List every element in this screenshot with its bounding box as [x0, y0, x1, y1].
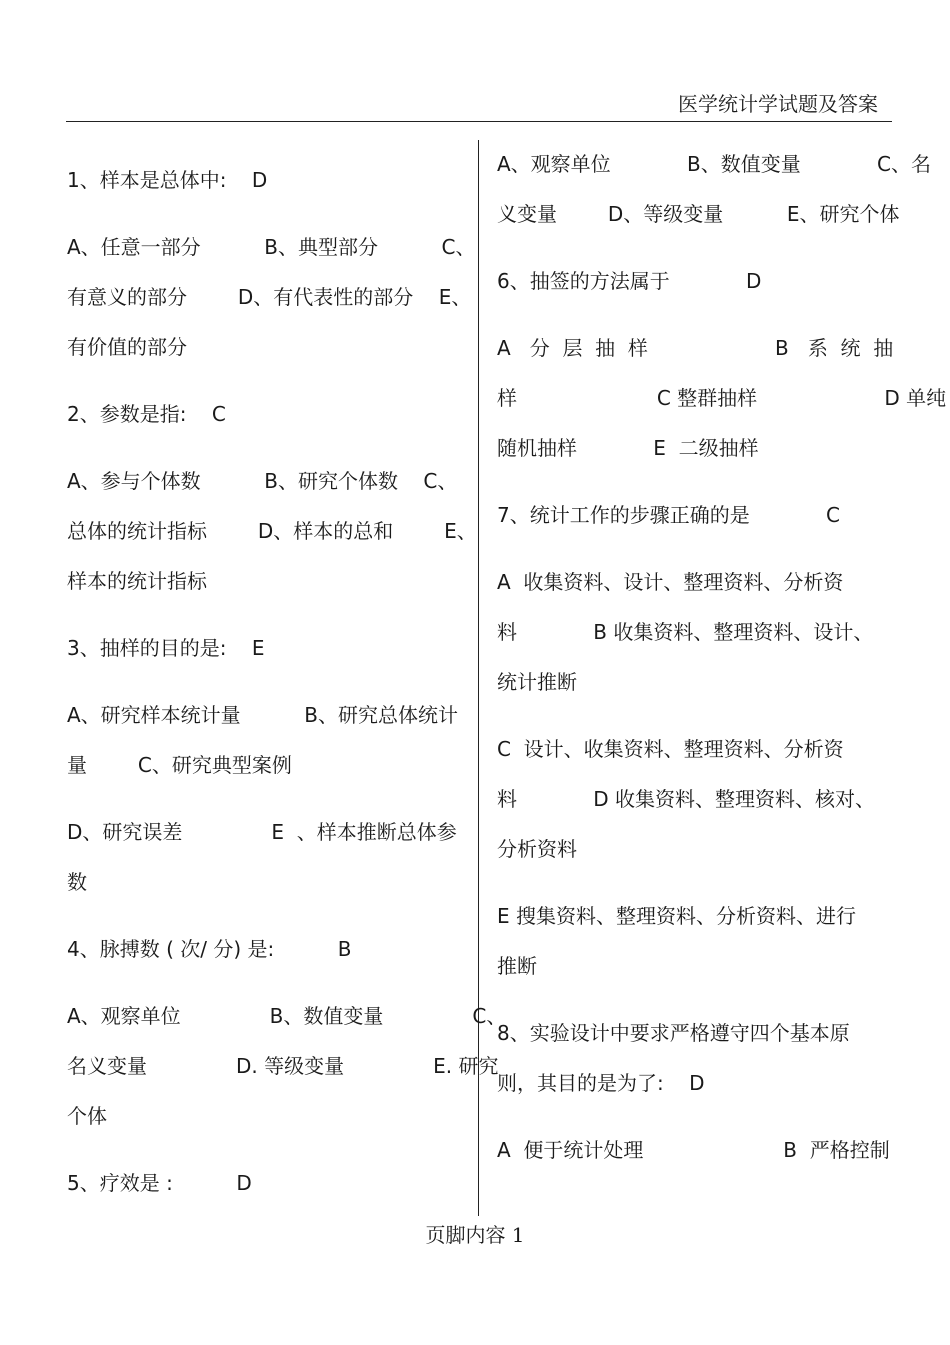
question-paragraph — [67, 924, 462, 974]
paragraph-gap — [497, 540, 892, 557]
paragraph-gap — [497, 707, 892, 724]
text-line: 料 B 收集资料、整理资料、设计、 — [497, 620, 874, 644]
question-paragraph — [497, 724, 892, 874]
text-line: 则，其目的是为了: D — [497, 1071, 705, 1095]
text-line: 个体 — [67, 1104, 107, 1128]
question-paragraph — [67, 456, 477, 606]
question-paragraph — [497, 139, 931, 239]
question-paragraph — [67, 155, 462, 205]
text-line: 数 — [67, 870, 87, 894]
question-paragraph — [67, 623, 462, 673]
text-line: 4、脉搏数 ( 次/ 分) 是: B — [67, 937, 352, 961]
paragraph-gap — [497, 991, 892, 1008]
text-line: 分析资料 — [497, 837, 577, 861]
text-line: 样 C 整群抽样 D 单纯 — [497, 386, 947, 410]
text-line: 总体的统计指标 D、样本的总和 E、 — [67, 519, 477, 543]
text-line: A 分 层 抽 样 B 系 统 抽 — [497, 336, 894, 360]
paragraph-gap — [67, 606, 462, 623]
text-line: C 设计、收集资料、整理资料、分析资 — [497, 737, 844, 761]
page-footer: 页脚内容 1 — [425, 1223, 525, 1247]
question-paragraph — [497, 891, 892, 991]
question-paragraph — [67, 991, 507, 1141]
question-paragraph — [497, 490, 892, 540]
text-line: A 便于统计处理 B 严格控制 — [497, 1138, 890, 1162]
text-line: 1、样本是总体中: D — [67, 168, 268, 192]
question-paragraph — [67, 389, 462, 439]
text-line: 统计推断 — [497, 670, 577, 694]
paragraph-gap — [67, 907, 462, 924]
paragraph-gap — [67, 673, 462, 690]
paragraph-gap — [497, 239, 892, 256]
text-line: D、研究误差 E 、样本推断总体参 — [67, 820, 457, 844]
question-paragraph — [497, 1125, 892, 1175]
right-column — [497, 139, 947, 1175]
paragraph-gap — [67, 1141, 462, 1158]
paragraph-gap — [497, 1108, 892, 1125]
text-line: 6、抽签的方法属于 D — [497, 269, 762, 293]
text-line: A、参与个体数 B、研究个体数 C、 — [67, 469, 458, 493]
question-paragraph — [67, 1158, 462, 1208]
question-paragraph — [497, 256, 892, 306]
question-paragraph — [67, 807, 462, 907]
text-line: 料 D 收集资料、整理资料、核对、 — [497, 787, 876, 811]
text-line: 推断 — [497, 954, 537, 978]
text-line: 5、疗效是 : D — [67, 1171, 252, 1195]
text-line: 2、参数是指: C — [67, 402, 226, 426]
question-paragraph — [497, 1008, 892, 1108]
paragraph-gap — [497, 306, 892, 323]
text-line: A 收集资料、设计、整理资料、分析资 — [497, 570, 844, 594]
paragraph-gap — [67, 372, 462, 389]
text-line: 量 C、研究典型案例 — [67, 753, 292, 777]
text-line: 3、抽样的目的是: E — [67, 636, 265, 660]
paragraph-gap — [497, 473, 892, 490]
text-line: A、任意一部分 B、典型部分 C、 — [67, 235, 476, 259]
text-line: 样本的统计指标 — [67, 569, 207, 593]
text-line: 随机抽样 E 二级抽样 — [497, 436, 759, 460]
left-column — [67, 155, 507, 1208]
paragraph-gap — [67, 205, 462, 222]
text-line: 8、实验设计中要求严格遵守四个基本原 — [497, 1021, 850, 1045]
question-paragraph — [497, 323, 947, 473]
page-header-title: 医学统计学试题及答案 — [678, 92, 878, 116]
paragraph-gap — [67, 439, 462, 456]
text-line: A、研究样本统计量 B、研究总体统计 — [67, 703, 458, 727]
text-line: 义变量 D、等级变量 E、研究个体 — [497, 202, 900, 226]
question-paragraph — [67, 690, 462, 790]
text-line: E 搜集资料、整理资料、分析资料、进行 — [497, 904, 856, 928]
text-line: A、观察单位 B、数值变量 C、名 — [497, 152, 931, 176]
text-line: A、观察单位 B、数值变量 C、 — [67, 1004, 507, 1028]
header-rule — [66, 121, 892, 122]
paragraph-gap — [497, 874, 892, 891]
paragraph-gap — [67, 790, 462, 807]
question-paragraph — [497, 557, 892, 707]
text-line: 7、统计工作的步骤正确的是 C — [497, 503, 840, 527]
paragraph-gap — [67, 974, 462, 991]
text-line: 名义变量 D. 等级变量 E. 研究 — [67, 1054, 499, 1078]
question-paragraph — [67, 222, 476, 372]
text-line: 有价值的部分 — [67, 335, 187, 359]
text-line: 有意义的部分 D、有代表性的部分 E、 — [67, 285, 472, 309]
